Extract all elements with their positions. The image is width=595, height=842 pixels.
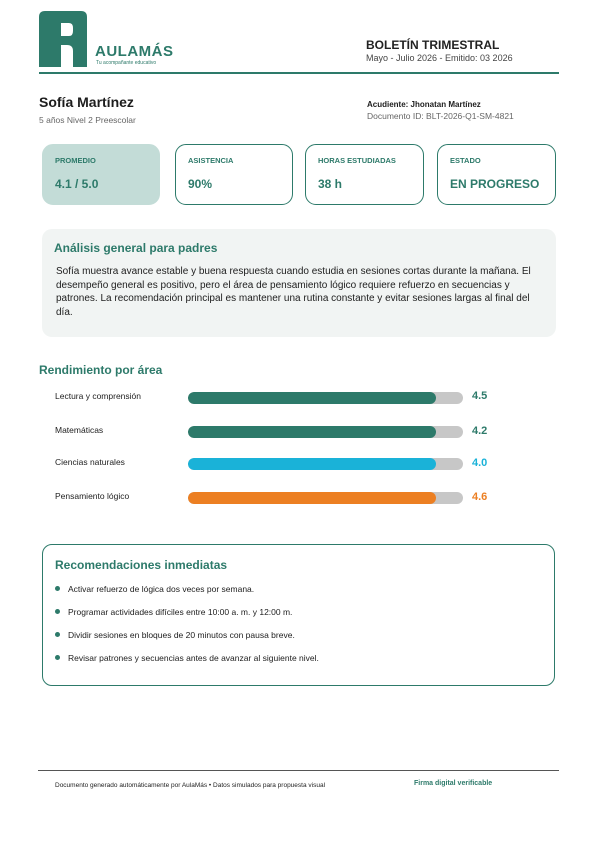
progress-bar-fill <box>188 492 436 504</box>
aulamas-logo-icon <box>39 11 87 67</box>
recommendation-item <box>55 653 319 663</box>
recommendation-text: Revisar patrones y secuencias antes de avanzar al siguiente nivel. <box>68 653 319 663</box>
kpi-label: ESTADO <box>450 156 481 165</box>
report-title: BOLETÍN TRIMESTRAL <box>366 38 500 52</box>
brand-name: AULAMÁS <box>95 43 174 60</box>
recommendation-item <box>55 607 292 617</box>
analysis-body: Sofía muestra avance estable y buena respuesta cuando estudia en sesiones cortas durante la mañana. El desempeño general es positivo, pero el área de pensamiento lógico requiere refuerzo en secuencias y patrones. La recomendación principal es mantener una rutina constante y evitar sesiones largas al final del día. <box>56 266 531 318</box>
report-period: Mayo - Julio 2026 - Emitido: 03 2026 <box>366 53 513 63</box>
bullet-icon <box>55 632 60 637</box>
progress-bar <box>188 458 463 470</box>
bullet-icon <box>55 609 60 614</box>
area-score: 4.5 <box>472 390 488 402</box>
analysis-title: Análisis general para padres <box>54 241 218 255</box>
progress-bar <box>188 392 463 404</box>
area-score: 4.6 <box>472 491 488 503</box>
student-meta: 5 años Nivel 2 Preescolar <box>39 115 136 125</box>
kpi-value: 38 h <box>318 177 343 191</box>
header-divider <box>39 72 559 74</box>
kpi-card-status <box>437 144 556 205</box>
recommendation-item <box>55 630 295 640</box>
area-label: Lectura y comprensión <box>55 391 141 401</box>
guardian-name: Acudiente: Jhonatan Martínez <box>367 100 481 109</box>
progress-bar-fill <box>188 426 436 438</box>
recommendation-text: Programar actividades difíciles entre 10:00 a. m. y 12:00 m. <box>68 607 293 617</box>
kpi-card-average <box>42 144 160 205</box>
area-label: Ciencias naturales <box>55 457 125 467</box>
digital-signature-link[interactable]: Firma digital verificable <box>414 780 493 787</box>
progress-bar-fill <box>188 458 436 470</box>
kpi-card-hours <box>305 144 424 205</box>
kpi-value: 4.1 / 5.0 <box>55 177 99 191</box>
analysis-panel <box>42 229 556 337</box>
kpi-value: 90% <box>188 177 213 191</box>
area-label: Pensamiento lógico <box>55 491 130 501</box>
document-id: Documento ID: BLT-2026-Q1-SM-4821 <box>367 111 514 121</box>
kpi-label: PROMEDIO <box>55 156 96 165</box>
bullet-icon <box>55 655 60 660</box>
recommendations-panel <box>42 544 555 686</box>
area-label: Matemáticas <box>55 425 104 435</box>
recommendation-text: Dividir sesiones en bloques de 20 minutos con pausa breve. <box>68 630 295 640</box>
bullet-icon <box>55 586 60 591</box>
kpi-card-attendance <box>175 144 293 205</box>
footer-note: Documento generado automáticamente por AulaMás • Datos simulados para propuesta visual <box>55 782 326 789</box>
brand-tagline: Tu acompañante educativo <box>96 60 157 66</box>
progress-bar <box>188 492 463 504</box>
student-name: Sofía Martínez <box>39 94 134 110</box>
area-score: 4.2 <box>472 425 488 437</box>
kpi-value: EN PROGRESO <box>450 177 540 191</box>
area-score: 4.0 <box>472 457 488 469</box>
footer-divider <box>38 770 559 771</box>
recommendation-text: Activar refuerzo de lógica dos veces por semana. <box>68 584 255 594</box>
kpi-label: ASISTENCIA <box>188 156 234 165</box>
performance-title: Rendimiento por área <box>39 363 163 377</box>
recommendation-item <box>55 584 254 594</box>
recommendations-title: Recomendaciones inmediatas <box>55 558 228 572</box>
progress-bar-fill <box>188 392 436 404</box>
kpi-label: HORAS ESTUDIADAS <box>318 156 396 165</box>
progress-bar <box>188 426 463 438</box>
